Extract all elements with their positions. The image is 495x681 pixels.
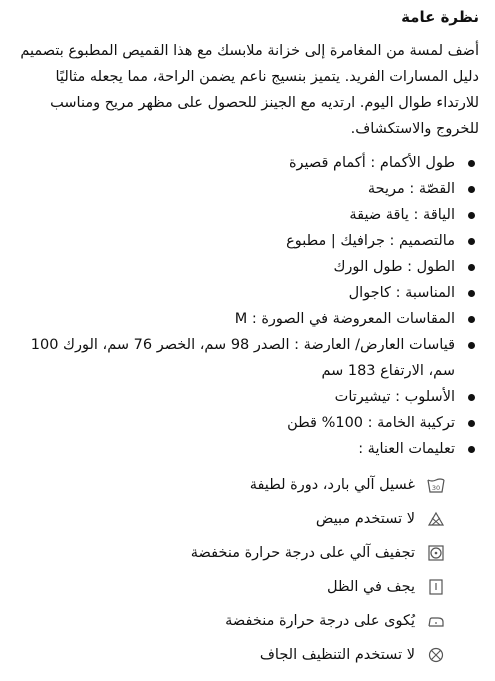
feature-item: الياقة : ياقة ضيقة <box>10 202 479 228</box>
feature-item: الأسلوب : تيشيرتات <box>10 384 479 410</box>
bullet-icon <box>468 290 475 297</box>
bullet-icon <box>468 212 475 219</box>
bullet-icon <box>468 342 475 349</box>
care-label: لا تستخدم التنظيف الجاف <box>259 647 415 663</box>
care-item <box>10 468 479 502</box>
care-label: يجف في الظل <box>327 579 415 595</box>
feature-item: المناسبة : كاجوال <box>10 280 479 306</box>
care-label: لا تستخدم مبيض <box>315 511 415 527</box>
feature-item: قياسات العارض/ العارضة : الصدر 98 سم، الخصر 76 سم، الورك 100 سم، الارتفاع 183 سم <box>10 332 479 384</box>
features-list <box>10 150 479 462</box>
care-instructions-list <box>10 468 479 672</box>
do-not-bleach-icon <box>427 510 445 528</box>
care-item <box>10 570 479 604</box>
bullet-icon <box>468 186 475 193</box>
bullet-icon <box>468 420 475 427</box>
dry-in-shade-icon <box>427 578 445 596</box>
bullet-icon <box>468 238 475 245</box>
care-label: غسيل آلي بارد، دورة لطيفة <box>249 477 415 493</box>
do-not-dry-clean-icon <box>427 646 445 664</box>
care-item <box>10 502 479 536</box>
care-label: تجفيف آلي على درجة حرارة منخفضة <box>190 545 415 561</box>
overview-description: أضف لمسة من المغامرة إلى خزانة ملابسك مع هذا القميص المطبوع بتصميم دليل المسارات الفريد. يتميز بنسيج ناعم يضمن الراحة، مما يجعله مثاليًا للارتداء طوال اليوم. ارتديه مع الجينز للحصول على مظهر مريح ومناسب للخروج والاستكشاف. <box>20 43 479 137</box>
machine-wash-30-icon <box>427 476 445 494</box>
feature-item: مالتصميم : جرافيك | مطبوع <box>10 228 479 254</box>
care-item <box>10 536 479 570</box>
feature-item: تعليمات العناية : <box>10 436 479 462</box>
bullet-icon <box>468 160 475 167</box>
bullet-icon <box>468 394 475 401</box>
care-item <box>10 638 479 672</box>
feature-item: تركيبة الخامة : 100% قطن <box>10 410 479 436</box>
feature-item: القصّة : مريحة <box>10 176 479 202</box>
feature-item: طول الأكمام : أكمام قصيرة <box>10 150 479 176</box>
bullet-icon <box>468 264 475 271</box>
care-label: يُكوى على درجة حرارة منخفضة <box>225 613 415 629</box>
feature-item: المقاسات المعروضة في الصورة : M <box>10 306 479 332</box>
care-item <box>10 604 479 638</box>
tumble-dry-low-icon <box>427 544 445 562</box>
feature-item: الطول : طول الورك <box>10 254 479 280</box>
overview-title: نظرة عامة <box>401 8 479 26</box>
bullet-icon <box>468 316 475 323</box>
bullet-icon <box>468 446 475 453</box>
svg-text:30: 30 <box>431 484 441 492</box>
iron-low-icon <box>427 612 445 630</box>
